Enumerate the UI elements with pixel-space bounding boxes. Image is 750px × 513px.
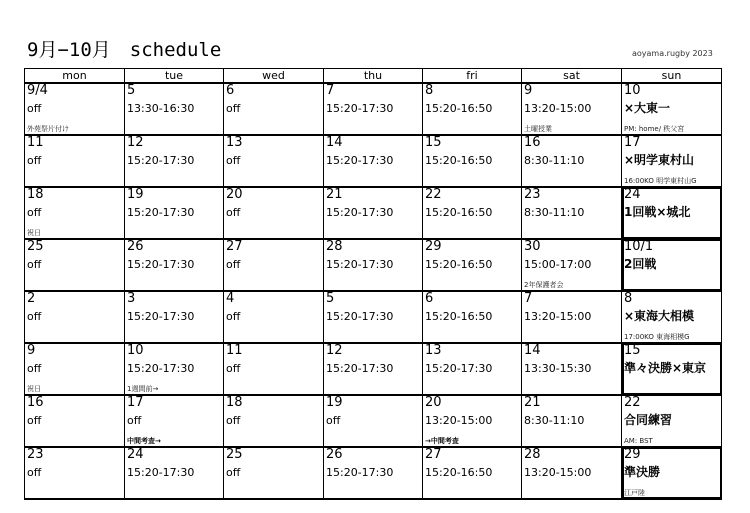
practice-time: off [27, 154, 42, 167]
day-cell-sat [522, 83, 622, 135]
day-cell-tue [125, 239, 224, 291]
day-cell-sun [622, 135, 722, 187]
practice-time: 13:30-16:30 [127, 102, 195, 115]
day-date: 10 [127, 343, 144, 358]
day-note: 江戸陸 [624, 489, 645, 497]
match-label: ×明学東村山 [624, 153, 695, 167]
day-note: 中間考査→ [127, 437, 161, 445]
day-date: 27 [425, 447, 442, 462]
practice-time: 15:20-17:30 [127, 310, 195, 323]
practice-time: 15:20-17:30 [326, 362, 394, 375]
col-header-sat: sat [522, 69, 622, 84]
day-note: 16:00KO 明学東村山G [624, 177, 697, 185]
practice-time: 15:20-17:30 [326, 206, 394, 219]
day-cell-wed [224, 135, 324, 187]
practice-time: 15:20-17:30 [127, 362, 195, 375]
day-date: 21 [326, 187, 343, 202]
day-date: 17 [127, 395, 144, 410]
day-cell-sun [622, 447, 722, 499]
day-cell-thu [324, 239, 423, 291]
day-date: 13 [425, 343, 442, 358]
day-date: 17 [624, 135, 641, 150]
day-cell-mon [25, 135, 125, 187]
practice-time: 13:20-15:00 [524, 102, 592, 115]
day-date: 10 [624, 83, 641, 98]
day-date: 26 [127, 239, 144, 254]
day-cell-sun [622, 343, 722, 395]
day-date: 18 [226, 395, 243, 410]
practice-time: 15:20-16:50 [425, 258, 493, 271]
day-cell-sun [622, 239, 722, 291]
match-label: 2回戦 [624, 257, 657, 271]
day-cell-wed [224, 343, 324, 395]
practice-time: off [226, 466, 241, 479]
day-cell-sun [622, 291, 722, 343]
week-row [25, 343, 722, 395]
day-note: 1週間前→ [127, 385, 159, 393]
practice-time: 8:30-11:10 [524, 414, 585, 427]
day-date: 20 [425, 395, 442, 410]
day-cell-fri [423, 343, 522, 395]
day-date: 15 [425, 135, 442, 150]
practice-time: off [226, 362, 241, 375]
practice-time: 15:20-17:30 [326, 466, 394, 479]
day-cell-tue [125, 83, 224, 135]
practice-time: off [27, 206, 42, 219]
day-cell-mon [25, 447, 125, 499]
day-cell-sat [522, 187, 622, 239]
day-cell-sun [622, 83, 722, 135]
day-cell-mon [25, 239, 125, 291]
day-date: 19 [326, 395, 343, 410]
day-cell-thu [324, 291, 423, 343]
day-date: 20 [226, 187, 243, 202]
day-note: 2年保護者会 [524, 281, 564, 289]
day-date: 2 [27, 291, 36, 306]
practice-time: 8:30-11:10 [524, 154, 585, 167]
practice-time: off [226, 310, 241, 323]
day-date: 5 [326, 291, 335, 306]
col-header-wed: wed [224, 69, 324, 84]
day-date: 24 [624, 187, 641, 202]
practice-time: off [27, 102, 42, 115]
week-row [25, 447, 722, 499]
day-date: 12 [127, 135, 144, 150]
day-date: 29 [425, 239, 442, 254]
day-date: 5 [127, 83, 136, 98]
day-date: 27 [226, 239, 243, 254]
day-cell-wed [224, 447, 324, 499]
day-date: 30 [524, 239, 541, 254]
day-date: 16 [27, 395, 44, 410]
day-cell-wed [224, 83, 324, 135]
day-cell-tue [125, 343, 224, 395]
day-date: 28 [524, 447, 541, 462]
col-header-tue: tue [125, 69, 224, 84]
day-date: 3 [127, 291, 136, 306]
day-date: 28 [326, 239, 343, 254]
week-row [25, 395, 722, 447]
match-label: 合同練習 [624, 413, 673, 427]
practice-time: off [226, 206, 241, 219]
practice-time: 15:20-16:50 [425, 206, 493, 219]
practice-time: off [226, 414, 241, 427]
practice-time: 13:20-15:00 [425, 414, 493, 427]
day-date: 22 [624, 395, 641, 410]
day-note: 祝日 [27, 385, 41, 393]
practice-time: off [27, 466, 42, 479]
day-date: 22 [425, 187, 442, 202]
day-date: 21 [524, 395, 541, 410]
practice-time: 15:20-17:30 [127, 154, 195, 167]
day-note: 17:00KO 東海相模G [624, 333, 690, 341]
match-label: 1回戦×城北 [624, 205, 691, 219]
day-note: 祝日 [27, 229, 41, 237]
day-cell-mon [25, 83, 125, 135]
day-date: 19 [127, 187, 144, 202]
day-cell-mon [25, 395, 125, 447]
day-date: 9/4 [27, 83, 48, 98]
day-date: 26 [326, 447, 343, 462]
week-row [25, 239, 722, 291]
practice-time: off [226, 102, 241, 115]
day-cell-wed [224, 239, 324, 291]
col-header-mon: mon [25, 69, 125, 84]
day-cell-sat [522, 291, 622, 343]
week-row [25, 135, 722, 187]
day-date: 10/1 [624, 239, 654, 254]
day-cell-sun [622, 395, 722, 447]
day-cell-tue [125, 135, 224, 187]
practice-time: 15:20-17:30 [326, 310, 394, 323]
page-title: 9月−10月 schedule [27, 39, 222, 61]
practice-time: 15:20-16:50 [425, 154, 493, 167]
practice-time: 15:20-17:30 [326, 154, 394, 167]
practice-time: 13:20-15:00 [524, 310, 592, 323]
day-cell-sat [522, 239, 622, 291]
day-date: 16 [524, 135, 541, 150]
day-cell-sat [522, 135, 622, 187]
day-cell-fri [423, 135, 522, 187]
practice-time: 15:20-16:50 [425, 466, 493, 479]
day-cell-fri [423, 447, 522, 499]
day-date: 14 [326, 135, 343, 150]
day-date: 4 [226, 291, 235, 306]
day-date: 6 [425, 291, 434, 306]
day-cell-thu [324, 83, 423, 135]
col-header-thu: thu [324, 69, 423, 84]
match-label: ×東海大相模 [624, 309, 695, 323]
practice-time: off [27, 310, 42, 323]
practice-time: 15:20-17:30 [127, 466, 195, 479]
practice-time: off [326, 414, 341, 427]
practice-time: 15:20-17:30 [326, 258, 394, 271]
week-row [25, 83, 722, 135]
day-date: 14 [524, 343, 541, 358]
day-date: 9 [524, 83, 533, 98]
match-label: 準決勝 [624, 465, 661, 479]
day-cell-tue [125, 395, 224, 447]
day-date: 7 [524, 291, 533, 306]
day-date: 25 [27, 239, 44, 254]
day-date: 6 [226, 83, 235, 98]
practice-time: off [27, 362, 42, 375]
day-date: 29 [624, 447, 641, 462]
practice-time: 15:20-17:30 [127, 206, 195, 219]
practice-time: off [226, 258, 241, 271]
day-date: 9 [27, 343, 36, 358]
day-date: 24 [127, 447, 144, 462]
day-note: →中間考査 [425, 437, 459, 445]
practice-time: off [226, 154, 241, 167]
practice-time: 15:00-17:00 [524, 258, 592, 271]
day-date: 8 [425, 83, 434, 98]
practice-time: 15:20-17:30 [425, 362, 493, 375]
day-cell-thu [324, 447, 423, 499]
col-header-fri: fri [423, 69, 522, 84]
day-cell-tue [125, 187, 224, 239]
calendar-body [25, 83, 722, 499]
day-cell-mon [25, 187, 125, 239]
practice-time: 8:30-11:10 [524, 206, 585, 219]
day-cell-fri [423, 83, 522, 135]
header-row [25, 69, 722, 84]
day-date: 15 [624, 343, 641, 358]
day-date: 12 [326, 343, 343, 358]
week-row [25, 291, 722, 343]
day-cell-tue [125, 447, 224, 499]
day-note: 外苑祭片付け [27, 125, 69, 133]
match-label: 準々決勝×東京 [624, 361, 707, 375]
day-note: 土曜授業 [524, 125, 552, 133]
week-row [25, 187, 722, 239]
credit-text: aoyama.rugby 2023 [632, 49, 713, 58]
day-cell-sat [522, 395, 622, 447]
practice-time: 15:20-17:30 [326, 102, 394, 115]
day-cell-thu [324, 187, 423, 239]
day-note: PM: home/ 秩父宮 [624, 125, 685, 133]
day-cell-mon [25, 343, 125, 395]
day-date: 7 [326, 83, 335, 98]
day-cell-sat [522, 343, 622, 395]
practice-time: off [127, 414, 142, 427]
col-header-sun: sun [622, 69, 722, 84]
day-date: 23 [524, 187, 541, 202]
day-cell-tue [125, 291, 224, 343]
day-cell-fri [423, 395, 522, 447]
day-cell-mon [25, 291, 125, 343]
day-cell-wed [224, 187, 324, 239]
practice-time: 15:20-16:50 [425, 310, 493, 323]
practice-time: 15:20-17:30 [127, 258, 195, 271]
day-cell-thu [324, 135, 423, 187]
day-cell-sat [522, 447, 622, 499]
day-cell-wed [224, 395, 324, 447]
day-date: 8 [624, 291, 633, 306]
day-date: 11 [27, 135, 44, 150]
day-cell-fri [423, 291, 522, 343]
day-note: AM: BST [624, 437, 653, 445]
day-cell-sun [622, 187, 722, 239]
day-cell-thu [324, 395, 423, 447]
day-date: 11 [226, 343, 243, 358]
practice-time: 15:20-16:50 [425, 102, 493, 115]
practice-time: 13:30-15:30 [524, 362, 592, 375]
day-cell-fri [423, 187, 522, 239]
day-cell-thu [324, 343, 423, 395]
day-date: 23 [27, 447, 44, 462]
practice-time: off [27, 258, 42, 271]
day-cell-wed [224, 291, 324, 343]
schedule-table [24, 68, 722, 500]
day-date: 18 [27, 187, 44, 202]
day-date: 13 [226, 135, 243, 150]
practice-time: 13:20-15:00 [524, 466, 592, 479]
day-cell-fri [423, 239, 522, 291]
match-label: ×大東一 [624, 101, 671, 115]
practice-time: off [27, 414, 42, 427]
day-date: 25 [226, 447, 243, 462]
